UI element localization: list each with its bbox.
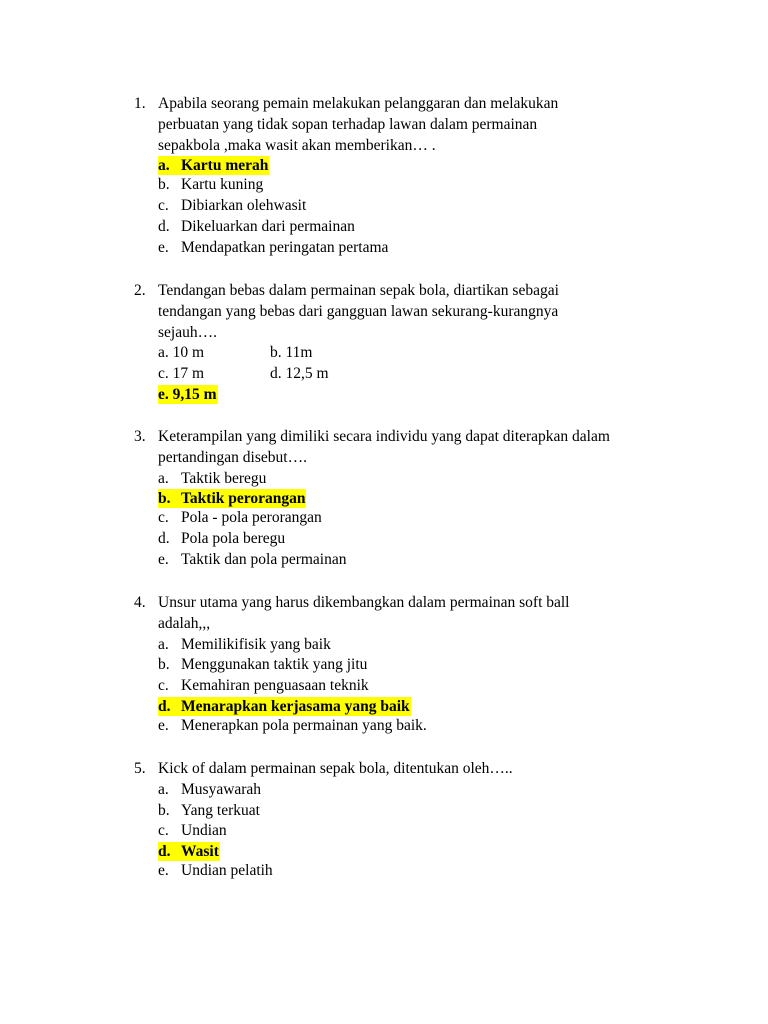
- option-d: [158, 217, 694, 238]
- option-text: Yang terkuat: [181, 801, 260, 819]
- option-text: Mendapatkan peringatan pertama: [181, 238, 389, 256]
- option-a: [158, 469, 694, 490]
- question-text-line: pertandingan disebut….: [158, 448, 307, 466]
- option-d: d. 12,5 m: [270, 365, 329, 383]
- option-a: [158, 156, 694, 175]
- question-number: 4.: [134, 594, 146, 611]
- option-text: Menggunakan taktik yang jitu: [181, 656, 368, 674]
- option-grid: [158, 343, 694, 385]
- option-b: [158, 655, 694, 676]
- option-e: [158, 716, 694, 737]
- question-number: 5.: [134, 760, 146, 777]
- option-c: [158, 676, 694, 697]
- option-text: Pola - pola perorangan: [181, 509, 322, 527]
- option-letter: b.: [158, 801, 170, 819]
- option-letter: c.: [158, 677, 169, 695]
- option-letter: b.: [158, 656, 170, 674]
- question-4: [134, 593, 694, 737]
- option-text: Menarapkan kerjasama yang baik: [181, 697, 410, 715]
- option-text: Taktik beregu: [181, 469, 267, 487]
- option-letter: e.: [158, 550, 169, 568]
- option-letter: c.: [158, 197, 169, 215]
- question-text-line: adalah,,,: [158, 614, 211, 632]
- option-b: [158, 801, 694, 822]
- option-text: Taktik perorangan: [181, 490, 306, 508]
- option-letter: d.: [158, 843, 171, 861]
- question-2: [134, 281, 694, 404]
- question-number: 2.: [134, 282, 146, 299]
- option-d: [158, 529, 694, 550]
- option-letter: c.: [158, 822, 169, 840]
- option-text: Dikeluarkan dari permainan: [181, 217, 355, 235]
- option-letter: a.: [158, 469, 169, 487]
- answer-highlight: e. 9,15 m: [158, 385, 217, 403]
- option-letter: d.: [158, 217, 170, 235]
- option-letter: a.: [158, 780, 169, 798]
- question-number: 3.: [134, 428, 146, 445]
- option-a: a. 10 m: [158, 344, 205, 362]
- option-text: Musyawarah: [181, 780, 262, 798]
- option-e: [158, 385, 694, 404]
- option-c: [158, 508, 694, 529]
- option-d: [158, 842, 694, 861]
- option-d: [158, 697, 694, 716]
- option-b: [158, 489, 694, 508]
- option-letter: c.: [158, 509, 169, 527]
- option-letter: e.: [158, 238, 169, 256]
- option-letter: b.: [158, 176, 170, 194]
- option-text: Kartu merah: [181, 157, 269, 175]
- answer-highlight: [158, 489, 306, 508]
- option-text: Kartu kuning: [181, 176, 264, 194]
- option-letter: d.: [158, 530, 170, 548]
- option-b: [158, 175, 694, 196]
- option-letter: a.: [158, 635, 169, 653]
- option-letter: e.: [158, 716, 169, 734]
- question-text-line: Keterampilan yang dimiliki secara individu yang dapat diterapkan dalam: [158, 428, 610, 445]
- option-c: [158, 821, 694, 842]
- option-letter: d.: [158, 697, 171, 715]
- question-text-line: perbuatan yang tidak sopan terhadap lawan dalam permainan: [158, 115, 538, 133]
- question-3: [134, 427, 694, 571]
- question-text-line: Unsur utama yang harus dikembangkan dalam permainan soft ball: [158, 594, 570, 611]
- question-5: [134, 759, 694, 882]
- option-a: [158, 780, 694, 801]
- option-text: Menerapkan pola permainan yang baik.: [181, 716, 427, 734]
- option-text: Pola pola beregu: [181, 530, 286, 548]
- option-c: c. 17 m: [158, 365, 205, 383]
- question-text-line: sejauh….: [158, 323, 217, 341]
- answer-highlight: [158, 697, 411, 716]
- option-a: [158, 635, 694, 656]
- option-b: b. 11m: [270, 344, 313, 362]
- option-letter: e.: [158, 862, 169, 880]
- question-text-line: Apabila seorang pemain melakukan pelanggaran dan melakukan: [158, 95, 559, 112]
- question-1: [134, 94, 694, 259]
- option-e: [158, 550, 694, 571]
- option-text: Undian: [181, 822, 227, 840]
- option-letter: b.: [158, 490, 171, 508]
- question-text-line: tendangan yang bebas dari gangguan lawan sekurang-kurangnya: [158, 302, 559, 320]
- question-text-line: Tendangan bebas dalam permainan sepak bola, diartikan sebagai: [158, 282, 559, 299]
- question-text-line: Kick of dalam permainan sepak bola, ditentukan oleh…..: [158, 760, 513, 777]
- option-text: Dibiarkan olehwasit: [181, 197, 307, 215]
- option-text: Kemahiran penguasaan teknik: [181, 677, 369, 695]
- option-c: [158, 196, 694, 217]
- answer-highlight: [158, 842, 220, 861]
- question-text-line: sepakbola ,maka wasit akan memberikan… .: [158, 136, 436, 154]
- option-text: Taktik dan pola permainan: [181, 550, 347, 568]
- option-text: Memilikifisik yang baik: [181, 635, 331, 653]
- answer-highlight: [158, 156, 269, 175]
- option-e: [158, 861, 694, 882]
- option-text: Undian pelatih: [181, 862, 273, 880]
- option-text: Wasit: [181, 843, 219, 861]
- option-e: [158, 238, 694, 259]
- question-number: 1.: [134, 95, 146, 112]
- option-letter: a.: [158, 157, 170, 175]
